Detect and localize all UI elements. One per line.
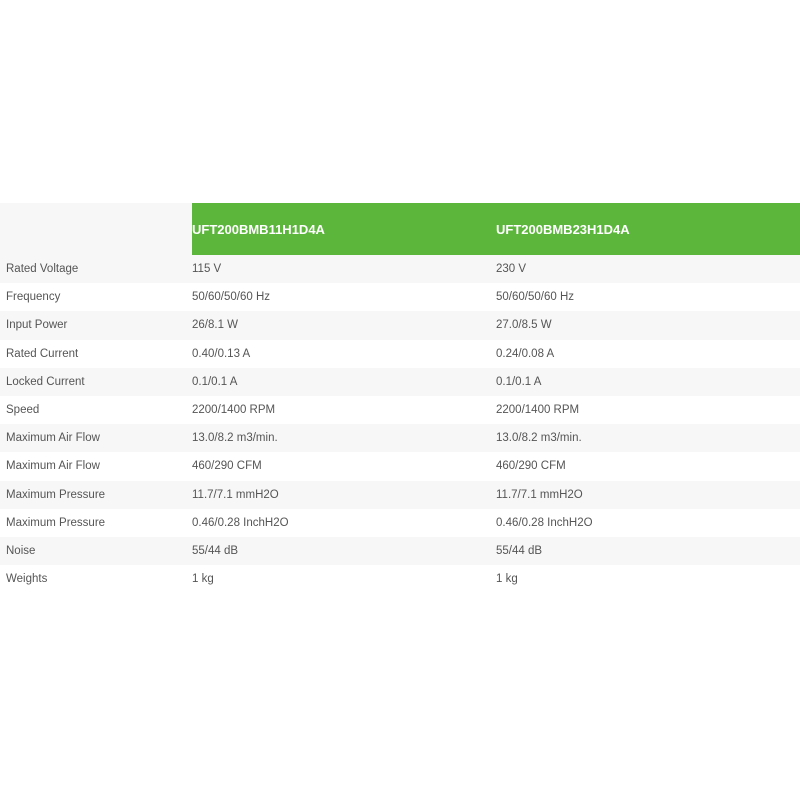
row-value-model-2: 11.7/7.1 mmH2O xyxy=(496,481,800,509)
table-row xyxy=(0,283,800,311)
row-value-model-1: 55/44 dB xyxy=(192,537,496,565)
row-value-model-1: 1 kg xyxy=(192,565,496,593)
row-value-model-2: 0.24/0.08 A xyxy=(496,340,800,368)
row-value-model-2: 50/60/50/60 Hz xyxy=(496,283,800,311)
row-label: Rated Current xyxy=(0,340,192,368)
row-label: Speed xyxy=(0,396,192,424)
table-row xyxy=(0,537,800,565)
row-value-model-1: 2200/1400 RPM xyxy=(192,396,496,424)
table-row xyxy=(0,396,800,424)
table-row xyxy=(0,340,800,368)
row-value-model-1: 115 V xyxy=(192,255,496,283)
table-body xyxy=(0,255,800,593)
row-value-model-2: 27.0/8.5 W xyxy=(496,311,800,339)
table-row xyxy=(0,565,800,593)
row-value-model-1: 0.1/0.1 A xyxy=(192,368,496,396)
table-row xyxy=(0,509,800,537)
row-label: Maximum Air Flow xyxy=(0,452,192,480)
row-value-model-1: 26/8.1 W xyxy=(192,311,496,339)
row-label: Noise xyxy=(0,537,192,565)
row-value-model-2: 55/44 dB xyxy=(496,537,800,565)
row-value-model-1: 50/60/50/60 Hz xyxy=(192,283,496,311)
row-value-model-2: 13.0/8.2 m3/min. xyxy=(496,424,800,452)
row-label: Maximum Air Flow xyxy=(0,424,192,452)
table-row xyxy=(0,424,800,452)
table-row xyxy=(0,452,800,480)
row-value-model-1: 0.46/0.28 InchH2O xyxy=(192,509,496,537)
row-label: Input Power xyxy=(0,311,192,339)
row-value-model-2: 230 V xyxy=(496,255,800,283)
row-value-model-1: 0.40/0.13 A xyxy=(192,340,496,368)
row-label: Weights xyxy=(0,565,192,593)
table-corner-cell xyxy=(0,203,192,255)
row-label: Frequency xyxy=(0,283,192,311)
row-value-model-2: 0.46/0.28 InchH2O xyxy=(496,509,800,537)
table-header xyxy=(0,203,800,255)
row-value-model-1: 460/290 CFM xyxy=(192,452,496,480)
row-label: Maximum Pressure xyxy=(0,509,192,537)
row-label: Maximum Pressure xyxy=(0,481,192,509)
table-row xyxy=(0,368,800,396)
row-value-model-2: 1 kg xyxy=(496,565,800,593)
row-label: Locked Current xyxy=(0,368,192,396)
specification-table xyxy=(0,203,800,593)
row-value-model-2: 460/290 CFM xyxy=(496,452,800,480)
row-label: Rated Voltage xyxy=(0,255,192,283)
row-value-model-2: 0.1/0.1 A xyxy=(496,368,800,396)
table-header-row xyxy=(0,203,800,255)
column-header-model-1: UFT200BMB11H1D4A xyxy=(192,203,496,255)
row-value-model-1: 13.0/8.2 m3/min. xyxy=(192,424,496,452)
row-value-model-2: 2200/1400 RPM xyxy=(496,396,800,424)
table-row xyxy=(0,255,800,283)
column-header-model-2: UFT200BMB23H1D4A xyxy=(496,203,800,255)
row-value-model-1: 11.7/7.1 mmH2O xyxy=(192,481,496,509)
table-row xyxy=(0,481,800,509)
table-row xyxy=(0,311,800,339)
